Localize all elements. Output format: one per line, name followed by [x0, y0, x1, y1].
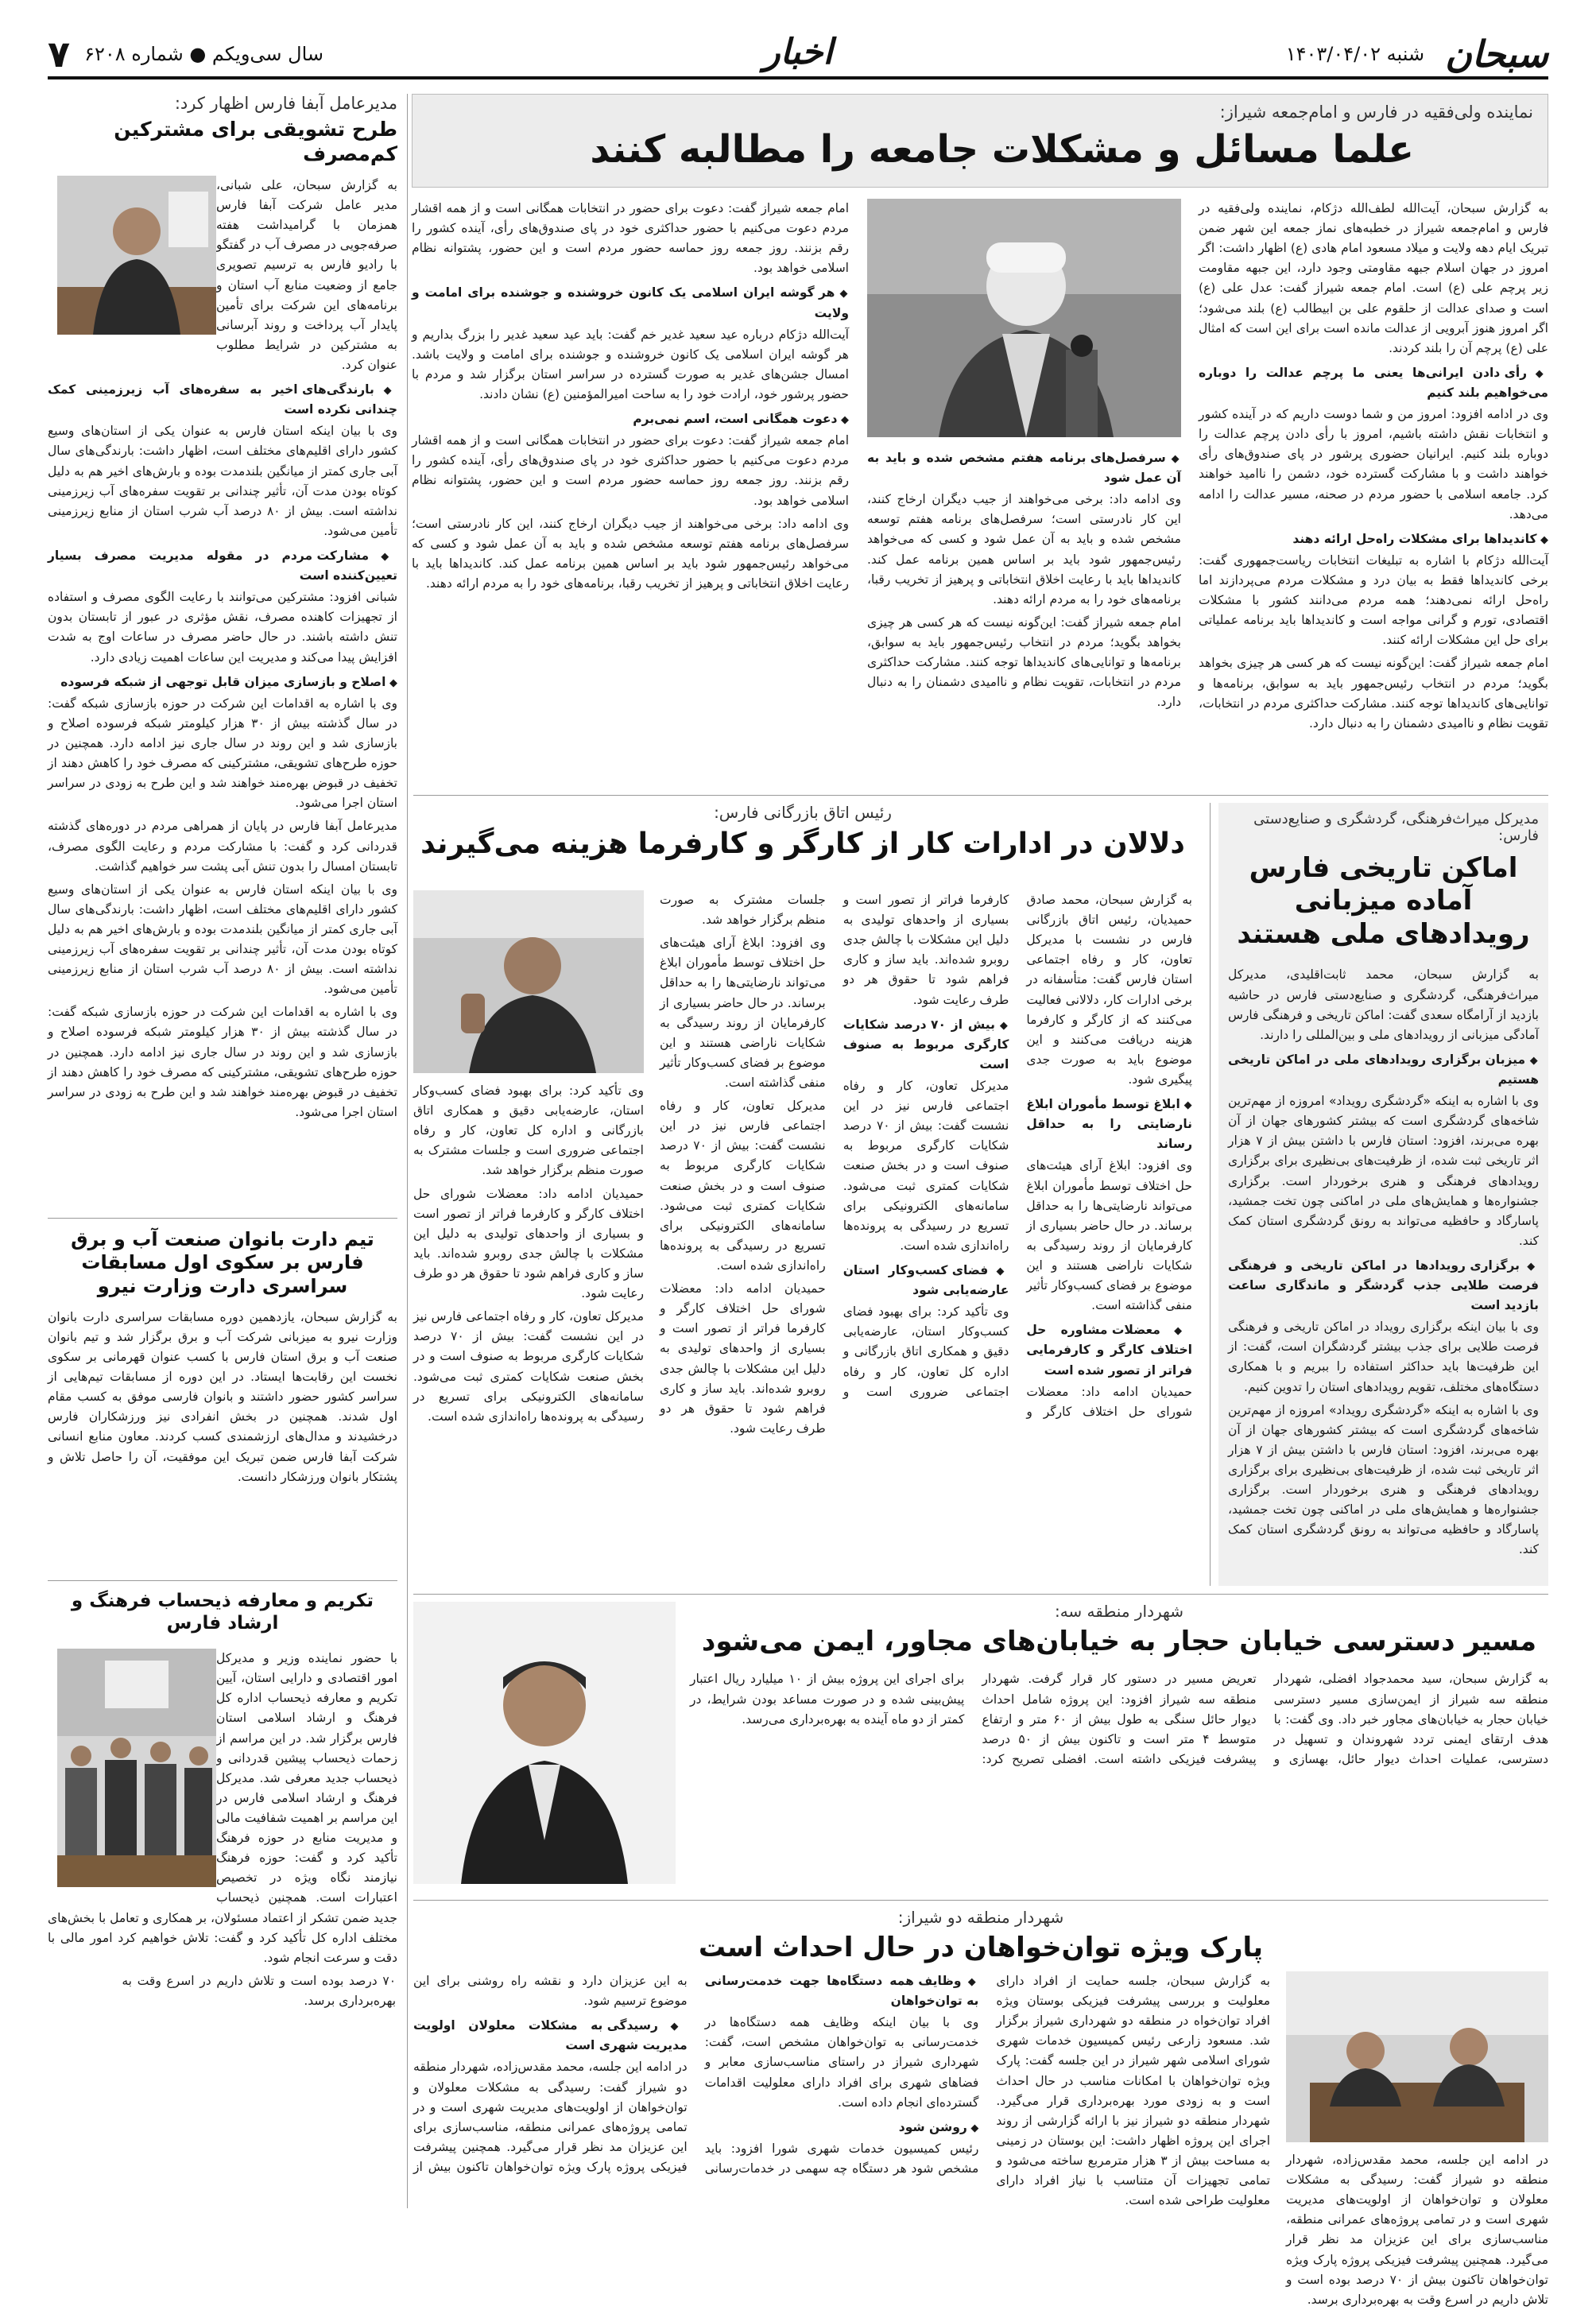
park-subhead-2: ◆ روشن شود	[705, 2118, 979, 2138]
main-para-5: آیت‌الله دژکام درباره عید سعید غدیر خم گفت: باید عید سعید غدیر را بزرگ بداریم و هر گوشه ایران اسلامی یک کانون خروشنده و جوشنده برای امامت و ولایت باشد. امسال جشن‌های غدیر به صورت گسترده در سراسر استان برگزار شد و مردم با حضور پرشور خود، ارادت خود را به ساحت امیرالمؤمنین (ع) نشان دادند.	[412, 327, 849, 401]
main-subhead-3: ◆ هر گوشه ایران اسلامی یک کانون خروشنده و جوشنده برای امامت و ولایت	[412, 283, 849, 323]
dart-headline: تیم دارت بانوان صنعت آب و برق فارس بر سکوی اول مسابقات سراسری دارت وزارت نیرو	[71, 1228, 374, 1297]
main-column-3	[412, 199, 849, 779]
main-para-4: امام جمعه شیراز گفت: این‌گونه نیست که هر کسی هر چیزی بخواهد بگوید؛ مردم در انتخاب رئیس‌جمهور باید به سوابق، برنامه‌ها و توانایی‌های کاندیداها توجه کنند. مشارکت حداکثری مردم در انتخابات، تقویت نظام و ناامیدی دشمنان را به دنبال دارد.	[867, 614, 1181, 710]
park-body-main	[122, 1971, 1270, 2214]
brokers-para-4-cont: وی تأکید کرد: برای بهبود فضای کسب‌وکار استان، عارضه‌یابی دقیق و همکاری اتاق بازرگانی و اداره کل تعاون، کار و رفاه اجتماعی ضروری است و جلسات مشترک به صورت منظم برگزار خواهد شد.	[413, 1083, 644, 1178]
main-subhead-1: ◆ رأی دادن ایرانی‌ها یعنی ما پرچم عدالت را دوباره می‌خواهیم بلند کنیم	[1199, 363, 1548, 403]
brokers-intro: به گزارش سبحان، محمد صادق حمیدیان، رئیس اتاق بازرگانی فارس در نشست با مدیرکل تعاون، کار و رفاه اجتماعی استان فارس گفت: متأسفانه در برخی ادارات کار، دلالانی فعالیت می‌کنند که از کارگر و کارفرما هزینه دریافت می‌کنند و این موضوع باید به صورت جدی پیگیری شود.	[1026, 893, 1192, 1087]
main-para-5-intro: امام جمعه شیراز گفت: دعوت برای حضور در انتخابات همگانی است و از همه اقشار مردم دعوت می‌کنیم با حضور حداکثری خود در پای صندوق‌های رأی، آینده کشور را رقم بزنند. روز جمعه روز حماسه حضور مردم است و این حضور، پشتوانه نظام اسلامی خواهد بود.	[412, 201, 849, 276]
brokers-column-left	[413, 1081, 644, 1578]
heritage-article	[1218, 803, 1548, 1586]
park-para-2: رئیس کمیسیون خدمات شهری شورا افزود: باید مشخص شود هر دستگاه چه سهمی در خدمات‌رسانی به این عزیزان دارد و نقشه راه روشنی برای این موضوع ترسیم شود.	[413, 1974, 979, 2176]
main-subhead-caption: ◆ سرفصل‌های برنامه هفتم مشخص شده و باید به آن عمل شود	[867, 448, 1181, 488]
heritage-subhead-1: ◆ میزبان برگزاری رویدادهای ملی در اماکن تاریخی هستیم	[1228, 1050, 1539, 1090]
main-headline: علما مسائل و مشکلات جامعه را مطالبه کنند	[590, 127, 1414, 172]
imam-photo	[867, 199, 1181, 437]
main-subhead-4: ◆ دعوت همگانی است، اسم نمی‌برم	[412, 409, 849, 429]
issue-date: شنبه ۱۴۰۳/۰۴/۰۲	[1285, 43, 1425, 65]
hajar-body: به گزارش سبحان، سید محمدجواد افضلی، شهردار منطقه سه شیراز از ایمن‌سازی مسیر دسترسی خیابان حجار به خیابان‌های مجاور خبر داد. وی گفت: با هدف ارتقای ایمنی تردد شهروندان و تسهیل در دسترسی، عملیات احداث دیوار حائل، بهسازی و تعریض مسیر در دستور کار قرار گرفت. شهردار منطقه سه شیراز افزود: این پروژه شامل احداث دیوار حائل سنگی به طول بیش از ۶۰ متر و ارتفاع متوسط ۴ متر است و تاکنون بیش از ۵۰ درصد پیشرفت فیزیکی داشته است. افضلی تصریح کرد: برای اجرای این پروژه بیش از ۱۰ میلیارد ریال اعتبار پیش‌بینی شده و در صورت مساعد بودن شرایط، در کمتر از دو ماه آینده به بهره‌برداری می‌رسد.	[690, 1672, 1548, 1766]
issue-number: سال سی‌ویکم ● شماره ۶۲۰۸	[84, 43, 324, 65]
chamber-head-photo	[413, 890, 644, 1073]
heritage-para-2: وی با بیان اینکه برگزاری رویداد در اماکن تاریخی و فرهنگی فرصت طلایی برای جذب بیشتر گردشگران است، گفت: از این ظرفیت‌ها باید حداکثر استفاده را ببریم و با همکاری دستگاه‌های مختلف، تقویم رویدادهای استان را تدوین کنیم.	[1228, 1320, 1539, 1394]
water-saving-article	[48, 94, 397, 1215]
main-lead: به گزارش سبحان، آیت‌الله لطف‌الله دژکام، نماینده ولی‌فقیه در فارس و امام‌جمعه شیراز در خطبه‌های نماز جمعه این شهر ضمن تبریک ایام دهه ولایت و میلاد مسعود امام هادی (ع) اظهار داشت: اگر امروز در جهان اسلام جبهه مقاومتی وجود دارد، این جبهه مقاومت زیر پرچم علی (ع) است. امام جمعه شیراز گفت: عدل علی (ع) است و صدای عدالت از حلقوم علی بن ابیطالب (ع) بلند می‌شود؛ اگر امروز هنوز آبرویی از عدالت مانده است برای این است که امثال علی (ع) پرچم آن را بلند کردند.	[1199, 201, 1548, 355]
main-column-1	[1199, 199, 1548, 779]
hajar-headline: مسیر دسترسی خیابان حجار به خیابان‌های مجاور، ایمن می‌شود	[701, 1626, 1537, 1657]
dart-body: به گزارش سبحان، یازدهمین دوره مسابقات سراسری دارت بانوان وزارت نیرو به میزبانی شرکت آب و برق برگزار شد و تیم بانوان صنعت آب و برق استان فارس با کسب عنوان قهرمانی بر سکوی نخست این رقابت‌ها ایستاد. در این دوره از مسابقات تیم‌هایی از سراسر کشور حضور داشتند و بانوان فارسی موفق به کسب مقام اول شدند. همچنین در بخش انفرادی نیز ورزشکاران فارس درخشیدند و مدال‌های ارزشمندی کسب کردند. معاون منابع انسانی شرکت آبفا فارس ضمن تبریک این موفقیت، آن را حاصل تلاش و پشتکار بانوان ورزشکار دانست.	[48, 1309, 397, 1484]
culture-headline: تکریم و معارفه ذیحساب فرهنگ و ارشاد فارس	[71, 1591, 374, 1634]
water-headline: طرح تشویقی برای مشترکین کم‌مصرف	[114, 118, 397, 165]
brokers-para-3-more: مدیرکل تعاون، کار و رفاه اجتماعی فارس نیز در این نشست گفت: بیش از ۷۰ درصد شکایات کارگری مربوط به صنوف است و در بخش صنعت شکایات کمتری ثبت می‌شود. سامانه‌های الکترونیکی برای تسریع در رسیدگی به پرونده‌ها راه‌اندازی شده است.	[413, 1309, 644, 1424]
brokers-para-3-cont: مدیرکل تعاون، کار و رفاه اجتماعی فارس نیز در این نشست گفت: بیش از ۷۰ درصد شکایات کارگری مربوط به صنوف است و در بخش صنعت شکایات کمتری ثبت می‌شود. سامانه‌های الکترونیکی برای تسریع در رسیدگی به پرونده‌ها راه‌اندازی شده است.	[660, 1099, 826, 1273]
water-para-1-cont: وی با بیان اینکه استان فارس به عنوان یکی از استان‌های وسیع کشور دارای اقلیم‌های مختلف است، اظهار داشت: بارندگی‌های سال آبی جاری کمتر از میانگین بلندمدت بوده و بارش‌های اخیر هم به دلیل کوتاه بودن مدت آن، تأثیر چندانی بر تقویت سفره‌های آب زیرزمینی نداشته است. بیش از ۸۰ درصد آب شرب استان از منابع زیرزمینی تأمین می‌شود.	[48, 882, 397, 997]
brokers-subhead-4: ◆ فضای کسب‌وکار استان عارضه‌یابی شود	[843, 1261, 1009, 1300]
park-kicker: شهردار منطقه دو شیراز:	[897, 1908, 1064, 1927]
water-para-3: وی با اشاره به اقدامات این شرکت در حوزه بازسازی شبکه گفت: در سال گذشته بیش از ۳۰ هزار کیلومتر شبکه فرسوده اصلاح و بازسازی شد و این روند در سال جاری نیز ادامه دارد. همچنین در حوزه طرح‌های تشویقی، مشترکینی که مصرف خود را کاهش دهند از تخفیف در قبوض بهره‌مند خواهند شد و این طرح به زودی در سراسر استان اجرا می‌شود.	[48, 696, 397, 811]
culture-ceremony-photo	[57, 1649, 216, 1887]
park-para-1: وی با بیان اینکه وظایف همه دستگاه‌ها در خدمت‌رسانی به توان‌خواهان مشخص است، گفت: شهرداری شیراز در راستای مناسب‌سازی معابر و فضاهای شهری برای افراد دارای معلولیت اقدامات گسترده‌ای انجام داده است.	[704, 2015, 979, 2110]
brokers-para-2: حمیدیان ادامه داد: معضلات شورای حل اختلاف کارگر و کارفرما فراتر از تصور است و بسیاری از واحدهای تولیدی به دلیل این مشکلات با چالش جدی روبرو شده‌اند. باید ساز و کاری فراهم شود تا حقوق هر دو طرف رعایت شود.	[843, 893, 1192, 1419]
main-article	[412, 94, 1548, 785]
brokers-para-1-cont: وی افزود: ابلاغ آرای هیئت‌های حل اختلاف توسط مأموران ابلاغ می‌تواند نارضایتی‌ها را به حداقل برساند. در حال حاضر بسیاری از کارفرمایان از روند رسیدگی به شکایات ناراضی هستند و این موضوع بر فضای کسب‌وکار تأثیر منفی گذاشته است.	[660, 936, 826, 1090]
park-meeting-photo	[1286, 1971, 1548, 2142]
heritage-body	[1228, 965, 1539, 1560]
sidebar-divider-2	[48, 1580, 397, 1581]
brokers-para-2-cont: حمیدیان ادامه داد: معضلات شورای حل اختلاف کارگر و کارفرما فراتر از تصور است و بسیاری از واحدهای تولیدی به دلیل این مشکلات با چالش جدی روبرو شده‌اند. باید ساز و کاری فراهم شود تا حقوق هر دو طرف رعایت شود.	[660, 1281, 826, 1436]
brokers-para-4: وی تأکید کرد: برای بهبود فضای کسب‌وکار استان، عارضه‌یابی دقیق و همکاری اتاق بازرگانی و اداره کل تعاون، کار و رفاه اجتماعی ضروری است و جلسات مشترک به صورت منظم برگزار خواهد شد.	[660, 893, 1009, 1399]
park-subhead-3: ◆ رسیدگی به مشکلات معلولان اولویت مدیریت شهری است	[413, 2016, 688, 2056]
park-intro: به گزارش سبحان، جلسه حمایت از افراد دارای معلولیت و بررسی پیشرفت فیزیکی بوستان ویژه افراد توان‌خواه در منطقه دو شهرداری شیراز برگزار شد. مسعود زارعی رئیس کمیسیون خدمات شهری شورای اسلامی شهر شیراز در این جلسه گفت: پارک ویژه توان‌خواهان با امکانات مناسب در حال احداث است و به زودی مورد بهره‌برداری قرار می‌گیرد. شهردار منطقه دو شیراز نیز با ارائه گزارشی از روند اجرای این پروژه اظهار داشت: این بوستان در زمینی به مساحت بیش از ۳ هزار مترمربع ساخته می‌شود و تمامی تجهیزات آن متناسب با نیاز افراد دارای معلولیت طراحی شده است.	[996, 1974, 1270, 2208]
water-kicker: مدیرعامل آبفا فارس اظهار کرد:	[174, 94, 397, 113]
park-headline: پارک ویژه توان‌خواهان در حال احداث است	[698, 1932, 1264, 1963]
brokers-headline: دلالان در ادارات کار از کارگر و کارفرما هزینه می‌گیرند	[420, 827, 1185, 860]
main-para-2: آیت‌الله دژکام با اشاره به تبلیغات انتخابات ریاست‌جمهوری گفت: برخی کاندیداها فقط به بیان درد و مشکلات مردم می‌پردازند اما راه‌حل ارائه نمی‌دهند؛ همه مردم می‌دانند کشور با مشکلات اقتصادی، تورم و گرانی مواجه است و کاندیداها باید برنامه عملیاتی برای حل این مشکلات ارائه کنند.	[1199, 552, 1548, 648]
brokers-body	[660, 890, 1192, 1578]
main-para-1-cont: امام جمعه شیراز گفت: این‌گونه نیست که هر کسی هر چیزی بخواهد بگوید؛ مردم در انتخاب رئیس‌جمهور باید به سوابق، برنامه‌ها و توانایی‌های کاندیداها توجه کنند. مشارکت حداکثری مردم در انتخابات، تقویت نظام و ناامیدی دشمنان را به دنبال دارد.	[1199, 656, 1548, 731]
main-para-6: امام جمعه شیراز گفت: دعوت برای حضور در انتخابات همگانی است و از همه اقشار مردم دعوت می‌کنیم با حضور حداکثری خود در پای صندوق‌های رأی، آینده کشور را رقم بزنند. روز جمعه روز حماسه حضور مردم است و این حضور، پشتوانه نظام اسلامی خواهد بود.	[412, 433, 849, 508]
main-column-2	[867, 444, 1181, 779]
ceo-photo	[57, 176, 216, 335]
hajar-top-rule	[413, 1594, 1548, 1595]
main-para-1: وی در ادامه افزود: امروز من و شما دوست داریم که در آینده کشور و انتخابات نقش داشته باشیم، امروز با رأی دادن پرچم عدالت را دوباره بلند کنیم. ایرانیان حضوری پرشور در پای صندوق‌های رأی خواهند داشت و با مشارکت گسترده خود، دشمن را ناامید خواهند کرد. جامعه اسلامی با حضور مردم در صحنه، مسیر عدالت را ادامه می‌دهد.	[1199, 407, 1548, 521]
park-subhead-1: ◆ وظایف همه دستگاه‌ها جهت خدمت‌رسانی به توان‌خواهان	[705, 1971, 979, 2011]
section-title: اخبار	[763, 32, 833, 72]
page-number: ۷	[48, 33, 71, 76]
water-subhead-3: ◆ اصلاح و بازسازی میزان قابل توجهی از شبکه فرسوده	[48, 672, 397, 692]
water-para-4: مدیرعامل آبفا فارس در پایان از همراهی مردم در دوره‌های گذشته قدردانی کرد و گفت: با مشارکت مردم و رعایت الگوی مصرف، تابستان امسال را بدون تنش آبی پشت سر خواهیم گذاشت.	[48, 819, 397, 874]
hajar-kicker: شهردار منطقه سه:	[1054, 1602, 1184, 1621]
heritage-headline: اماکن تاریخی فارس آماده میزبانی رویدادهای ملی هستند	[1237, 852, 1530, 950]
brokers-para-3: مدیرکل تعاون، کار و رفاه اجتماعی فارس نیز در این نشست گفت: بیش از ۷۰ درصد شکایات کارگری مربوط به صنوف است و در بخش صنعت شکایات کمتری ثبت می‌شود. سامانه‌های الکترونیکی برای تسریع در رسیدگی به پرونده‌ها راه‌اندازی شده است.	[843, 1078, 1009, 1253]
main-para-3-cont: وی ادامه داد: برخی می‌خواهند از جیب دیگران ارخاج کنند، این کار نادرستی است؛ سرفصل‌های برنامه هفتم توسعه مشخص شده و باید به آن عمل شود و کسی که می‌خواهد رئیس‌جمهور شود باید بر اساس همین برنامه عمل کند. کاندیداها باید با رعایت اخلاق انتخاباتی و پرهیز از تخریب رقبا، برنامه‌های خود را به مردم ارائه دهند.	[412, 516, 849, 591]
newspaper-logo: سبحان	[1445, 33, 1548, 76]
dart-article	[48, 1228, 397, 1570]
brokers-kicker: رئیس اتاق بازرگانی فارس:	[714, 803, 892, 822]
water-subhead-1: ◆ بارندگی‌های اخیر به سفره‌های آب زیرزمینی کمک چندانی نکرده است	[48, 380, 397, 420]
culture-article	[48, 1590, 397, 2210]
column-divider	[407, 94, 408, 2208]
water-para-3-cont: وی با اشاره به اقدامات این شرکت در حوزه بازسازی شبکه گفت: در سال گذشته بیش از ۳۰ هزار کیلومتر شبکه فرسوده اصلاح و بازسازی شد و این روند در سال جاری نیز ادامه دارد. همچنین در حوزه طرح‌های تشویقی، مشترکینی که مصرف خود را کاهش دهند از تخفیف در قبوض بهره‌مند خواهند شد و این طرح به زودی در سراسر استان اجرا می‌شود.	[48, 1005, 397, 1119]
park-article	[122, 1908, 1548, 2307]
brokers-subhead-3: ◆ بیش از ۷۰ درصد شکایات کارگری مربوط به صنوف است	[843, 1015, 1009, 1075]
sidebar-divider-1	[48, 1218, 397, 1219]
water-para-1: وی با بیان اینکه استان فارس به عنوان یکی از استان‌های وسیع کشور دارای اقلیم‌های مختلف است، اظهار داشت: بارندگی‌های سال آبی جاری کمتر از میانگین بلندمدت بوده و بارش‌های اخیر هم به دلیل کوتاه بودن مدت آن، تأثیر چندانی بر تقویت سفره‌های آب زیرزمینی نداشته است. بیش از ۸۰ درصد آب شرب استان از منابع زیرزمینی تأمین می‌شود.	[48, 424, 397, 538]
main-para-3: وی ادامه داد: برخی می‌خواهند از جیب دیگران ارخاج کنند، این کار نادرستی است؛ سرفصل‌های برنامه هفتم توسعه مشخص شده و باید به آن عمل شود و کسی که می‌خواهد رئیس‌جمهور شود باید بر اساس همین برنامه عمل کند. کاندیداها باید با رعایت اخلاق انتخاباتی و پرهیز از تخریب رقبا، برنامه‌های خود را به مردم ارائه دهند.	[867, 492, 1181, 607]
water-intro: به گزارش سبحان، علی شبانی، مدیر عامل شرکت آبفا فارس همزمان با گرامیداشت هفته صرفه‌جویی در مصرف آب در گفتگو با رادیو فارس به ترسیم تصویری جامع از وضعیت منابع آب استان و برنامه‌های این شرکت برای تأمین پایدار آب پرداخت و روند آبرسانی به مشترکین در شرایط مطلوب عنوان کرد.	[216, 178, 397, 372]
heritage-divider	[1210, 803, 1211, 1586]
water-para-2: شبانی افزود: مشترکین می‌توانند با رعایت الگوی مصرف و استفاده از تجهیزات کاهنده مصرف، نقش مؤثری در عبور از تابستان بدون تنش داشته باشند. در حال حاضر مصرف در ساعات اوج به شدت افزایش پیدا می‌کند و مدیریت این ساعات اهمیت زیادی دارد.	[48, 590, 397, 665]
culture-body: با حضور نماینده وزیر و مدیرکل امور اقتصادی و دارایی استان، آیین تکریم و معارفه ذیحساب اداره کل فرهنگ و ارشاد اسلامی استان فارس برگزار شد. در این مراسم از زحمات ذیحساب پیشین قدردانی و ذیحساب جدید معرفی شد. مدیرکل فرهنگ و ارشاد اسلامی فارس در این مراسم بر اهمیت شفافیت مالی و مدیریت منابع در حوزه فرهنگ تأکید کرد و گفت: حوزه فرهنگ نیازمند نگاه ویژه در تخصیص اعتبارات است. همچنین ذیحساب جدید ضمن تشکر از اعتماد مسئولان، بر همکاری و تعامل با بخش‌های مختلف اداره کل تأکید کرد و گفت: تلاش خواهیم کرد امور مالی با دقت و سرعت انجام شود.	[48, 1651, 397, 1965]
brokers-subhead-1: ◆ ابلاغ توسط مأموران ابلاغ نارضایتی را به حداقل رساند	[1026, 1095, 1192, 1154]
park-top-rule	[413, 1900, 1548, 1901]
park-para-3: در ادامه این جلسه، محمد مقدس‌زاده، شهردار منطقه دو شیراز گفت: رسیدگی به مشکلات معلولان و توان‌خواهان از اولویت‌های مدیریت شهری است و در تمامی پروژه‌های عمرانی منطقه، مناسب‌سازی برای این عزیزان مد نظر قرار می‌گیرد. همچنین پیشرفت فیزیکی پروژه پارک ویژه توان‌خواهان تاکنون بیش از ۷۰ درصد بوده است و تلاش داریم در اسرع وقت به بهره‌برداری برسد.	[122, 1974, 688, 2174]
brokers-subhead-2: ◆ معضلات مشاوره حل اختلاف کارگر و کارفرمایی فراتر از تصور شده است	[1026, 1320, 1192, 1380]
brokers-para-1: وی افزود: ابلاغ آرای هیئت‌های حل اختلاف توسط مأموران ابلاغ می‌تواند نارضایتی‌ها را به حداقل برساند. در حال حاضر بسیاری از کارفرمایان از روند رسیدگی به شکایات ناراضی هستند و این موضوع بر فضای کسب‌وکار تأثیر منفی گذاشته است.	[1026, 1158, 1192, 1313]
hajar-article	[413, 1602, 1548, 1892]
heritage-intro: به گزارش سبحان، محمد ثابت‌اقلیدی، مدیرکل میراث‌فرهنگی، گردشگری و صنایع‌دستی فارس در حاشیه بازدید از آرامگاه سعدی گفت: اماکن تاریخی و فرهنگی فارس آمادگی میزبانی از رویدادهای ملی و بین‌المللی را دارند.	[1228, 967, 1539, 1042]
heritage-subhead-2: ◆ برگزاری رویدادها در اماکن تاریخی و فرهنگی فرصت طلایی جذب گردشگر و ماندگاری ساعت بازدید است	[1228, 1256, 1539, 1316]
heritage-kicker: مدیرکل میراث‌فرهنگی، گردشگری و صنایع‌دستی فارس:	[1253, 811, 1539, 844]
district-mayor-photo	[413, 1602, 676, 1884]
park-body-under-photo	[1286, 2150, 1548, 2307]
park-para-3-cont: در ادامه این جلسه، محمد مقدس‌زاده، شهردار منطقه دو شیراز گفت: رسیدگی به مشکلات معلولان و توان‌خواهان از اولویت‌های مدیریت شهری است و در تمامی پروژه‌های عمرانی منطقه، مناسب‌سازی برای این عزیزان مد نظر قرار می‌گیرد. همچنین پیشرفت فیزیکی پروژه پارک ویژه توان‌خواهان تاکنون بیش از ۷۰ درصد بوده است و تلاش داریم در اسرع وقت به بهره‌برداری برسد.	[1286, 2153, 1548, 2307]
heritage-para-1: وی با اشاره به اینکه «گردشگری رویداد» امروزه از مهم‌ترین شاخه‌های گردشگری است که بیشتر کشورهای جهان از آن بهره می‌برند، افزود: استان فارس با داشتن بیش از ۷ هزار اثر تاریخی ثبت شده، از ظرفیت‌های بی‌نظیری برای برگزاری رویدادهای فرهنگی و هنری برخوردار است. برگزاری جشنواره‌ها و همایش‌های ملی در اماکنی چون تخت جمشید، پاسارگاد و حافظیه می‌تواند به رونق گردشگری استان کمک کند.	[1228, 1094, 1539, 1248]
brokers-para-2-more: حمیدیان ادامه داد: معضلات شورای حل اختلاف کارگر و کارفرما فراتر از تصور است و بسیاری از واحدهای تولیدی به دلیل این مشکلات با چالش جدی روبرو شده‌اند. باید ساز و کاری فراهم شود تا حقوق هر دو طرف رعایت شود.	[413, 1186, 644, 1301]
heritage-para-1-cont: وی با اشاره به اینکه «گردشگری رویداد» امروزه از مهم‌ترین شاخه‌های گردشگری است که بیشتر کشورهای جهان از آن بهره می‌برند، افزود: استان فارس با داشتن بیش از ۷ هزار اثر تاریخی ثبت شده، از ظرفیت‌های بی‌نظیری برای برگزاری رویدادهای فرهنگی و هنری برخوردار است. برگزاری جشنواره‌ها و همایش‌های ملی در اماکنی چون تخت جمشید، پاسارگاد و حافظیه می‌تواند به رونق گردشگری استان کمک کند.	[1228, 1402, 1539, 1557]
main-kicker: نماینده ولی‌فقیه در فارس و امام‌جمعه شیراز:	[1219, 103, 1533, 122]
water-subhead-2: ◆ مشارکت مردم در مقوله مدیریت مصرف بسیار تعیین‌کننده است	[48, 546, 397, 586]
brokers-article	[413, 803, 1192, 1586]
main-headline-band	[412, 94, 1548, 188]
main-bottom-rule	[413, 795, 1548, 796]
main-subhead-2: ◆ کاندیداها برای مشکلات راه‌حل ارائه دهند	[1199, 529, 1548, 549]
